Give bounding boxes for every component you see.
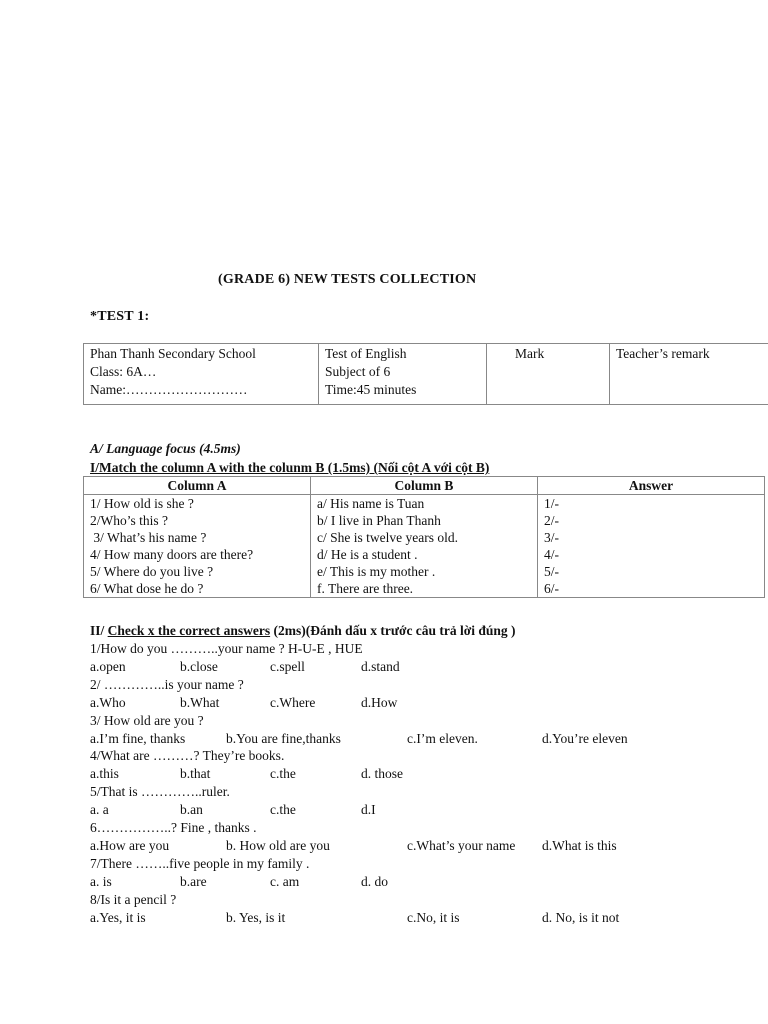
test-time: Time:45 minutes xyxy=(325,382,417,397)
column-b-cell: c/ She is twelve years old. xyxy=(311,529,538,546)
test-subject: Subject of 6 xyxy=(325,364,391,379)
class-field: Class: 6A… xyxy=(90,364,157,379)
part1-heading: I/Match the column A with the colunm B (1.5ms) (Nối cột A với cột B) xyxy=(90,460,490,475)
school-name: Phan Thanh Secondary School xyxy=(90,346,256,361)
answer-option[interactable]: d.I xyxy=(361,802,376,818)
mark-label: Mark xyxy=(515,346,545,361)
answer-option[interactable]: d. do xyxy=(361,873,388,889)
answer-cell: 2/- xyxy=(538,512,765,529)
document-title: (GRADE 6) NEW TESTS COLLECTION xyxy=(218,272,477,287)
column-b-header: Column B xyxy=(311,477,538,495)
answer-option[interactable]: c.I’m eleven. xyxy=(407,730,478,746)
answer-option[interactable]: b.that xyxy=(180,766,211,782)
question-text: 1/How do you ………..your name ? H-U-E , HUE xyxy=(90,641,363,656)
answer-option[interactable]: a.this xyxy=(90,766,119,782)
test-label: *TEST 1: xyxy=(90,309,150,324)
header-info-table xyxy=(83,343,768,405)
answer-cell: 6/- xyxy=(538,580,765,598)
answer-option[interactable]: b.are xyxy=(180,873,207,889)
part2-prefix: II/ xyxy=(90,623,108,638)
column-b-cell: a/ His name is Tuan xyxy=(311,495,538,513)
answer-option[interactable]: c.No, it is xyxy=(407,909,460,925)
answer-cell: 5/- xyxy=(538,563,765,580)
answer-option[interactable]: a.Who xyxy=(90,694,126,710)
column-b-cell: d/ He is a student . xyxy=(311,546,538,563)
question-text: 3/ How old are you ? xyxy=(90,712,204,728)
question-text: 8/Is it a pencil ? xyxy=(90,891,177,907)
answer-option[interactable]: c. am xyxy=(270,873,300,889)
answer-option[interactable]: c.spell xyxy=(270,659,305,674)
answer-option[interactable]: c.the xyxy=(270,766,296,782)
column-b-cell: f. There are three. xyxy=(311,580,538,598)
column-b-cell: e/ This is my mother . xyxy=(311,563,538,580)
test-name: Test of English xyxy=(325,346,407,361)
table-row xyxy=(84,563,765,580)
answer-option[interactable]: b.an xyxy=(180,802,203,818)
part2-suffix: (2ms)(Đánh dấu x trước câu trả lời đúng ) xyxy=(270,623,516,638)
answer-cell: 1/- xyxy=(538,495,765,513)
answer-cell: 3/- xyxy=(538,529,765,546)
part2-heading xyxy=(90,622,516,640)
column-a-cell: 4/ How many doors are there? xyxy=(84,546,311,563)
answer-option[interactable]: d. those xyxy=(361,766,403,782)
column-a-cell: 6/ What dose he do ? xyxy=(84,580,311,598)
table-row xyxy=(84,580,765,598)
test-cell xyxy=(319,344,487,405)
column-b-cell: b/ I live in Phan Thanh xyxy=(311,512,538,529)
answer-option[interactable]: d.What is this xyxy=(542,838,617,853)
school-cell xyxy=(84,344,319,405)
answer-option[interactable]: d.How xyxy=(361,694,398,710)
student-name-field: Name:……………………… xyxy=(90,382,248,397)
question-text: 7/There ……..five people in my family . xyxy=(90,855,310,871)
question-text: 4/What are ………? They’re books. xyxy=(90,748,285,764)
section-a-heading: A/ Language focus (4.5ms) xyxy=(90,441,241,456)
answer-option[interactable]: b.You are fine,thanks xyxy=(226,730,341,746)
question-text: 5/That is …………..ruler. xyxy=(90,784,230,800)
answer-option[interactable]: c.the xyxy=(270,802,296,818)
answer-option[interactable]: a.I’m fine, thanks xyxy=(90,730,186,746)
table-row xyxy=(84,512,765,529)
question-text: 6……………..? Fine , thanks . xyxy=(90,820,257,835)
remark-cell xyxy=(610,344,768,405)
mark-cell xyxy=(487,344,610,405)
answer-option[interactable]: b.What xyxy=(180,694,220,710)
answer-option[interactable]: a.Yes, it is xyxy=(90,909,146,925)
column-a-cell: 2/Who’s this ? xyxy=(84,512,311,529)
part2-instruction: Check x the correct answers xyxy=(107,623,271,638)
answer-option[interactable]: c.Where xyxy=(270,694,316,710)
answer-option[interactable]: d.stand xyxy=(361,659,400,674)
column-a-cell: 5/ Where do you live ? xyxy=(84,563,311,580)
answer-option[interactable]: a. a xyxy=(90,802,109,818)
answer-cell: 4/- xyxy=(538,546,765,563)
matching-table xyxy=(83,476,765,598)
table-row xyxy=(84,495,765,513)
question-text: 2/ …………..is your name ? xyxy=(90,676,244,692)
column-a-cell: 1/ How old is she ? xyxy=(84,495,311,513)
answer-option[interactable]: d.You’re eleven xyxy=(542,730,628,746)
answer-option[interactable]: a. is xyxy=(90,873,112,889)
column-a-header: Column A xyxy=(84,477,311,495)
answer-option[interactable]: a.open xyxy=(90,659,126,674)
teacher-remark-label: Teacher’s remark xyxy=(616,346,710,361)
column-a-cell: 3/ What’s his name ? xyxy=(84,529,311,546)
answer-option[interactable]: c.What’s your name xyxy=(407,838,516,853)
answer-option[interactable]: b. How old are you xyxy=(226,838,330,853)
answer-option[interactable]: b. Yes, is it xyxy=(226,909,286,925)
answer-option[interactable]: b.close xyxy=(180,659,218,674)
answer-option[interactable]: d. No, is it not xyxy=(542,909,620,925)
answer-header: Answer xyxy=(538,477,765,495)
answer-option[interactable]: a.How are you xyxy=(90,838,170,853)
table-row xyxy=(84,529,765,546)
table-row xyxy=(84,546,765,563)
